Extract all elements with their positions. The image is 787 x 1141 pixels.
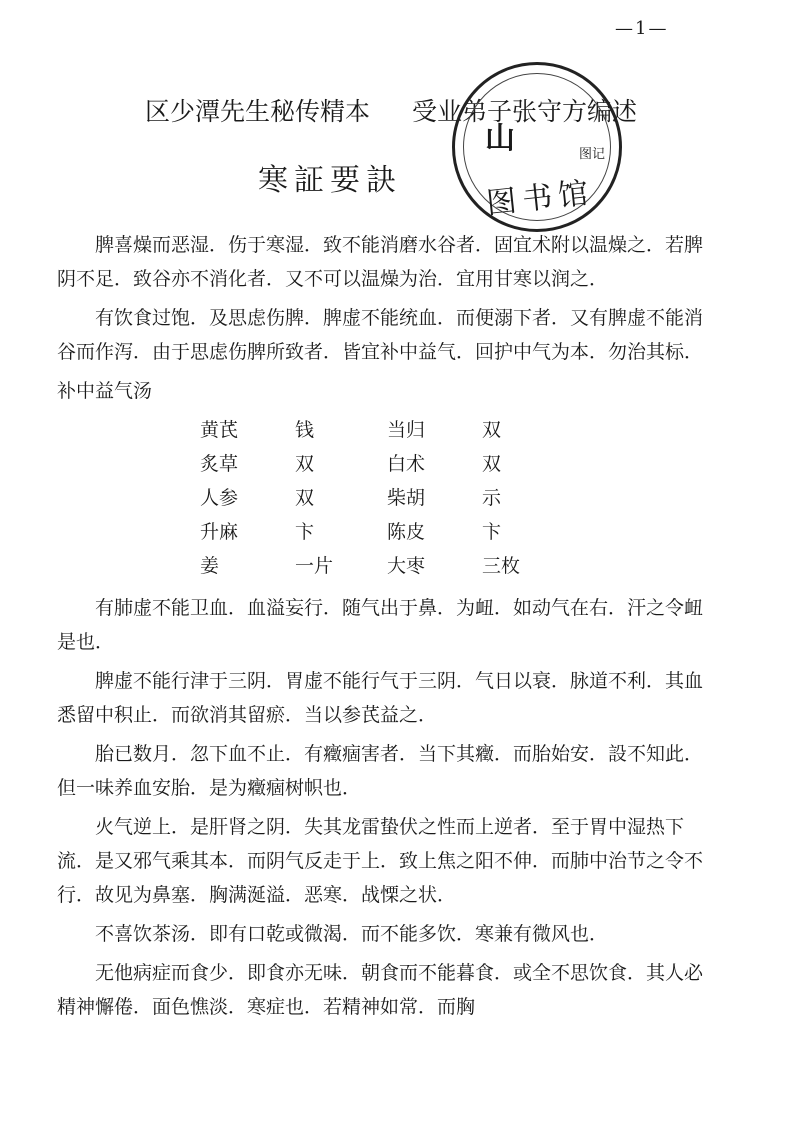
- ingredient-herb: 陈皮: [387, 521, 426, 543]
- ingredient-amount: 卞: [295, 521, 315, 543]
- ingredient-amount: 一片: [295, 555, 334, 577]
- paragraph: 火气逆上．是肝肾之阴．失其龙雷蛰伏之性而上逆者．至于胃中湿热下流．是又邪气乘其本．而阴气反走于上．致上焦之阳不伸．而肺中治节之令不行．故见为鼻塞．胸满涎溢．恶寒．战慄之状．: [57, 816, 704, 906]
- paragraph: 脾喜燥而恶湿．伤于寒湿．致不能消磨水谷者．固宜术附以温燥之．若脾阴不足．致谷亦不消化者．又不可以温燥为治．宜用甘寒以润之．: [57, 234, 704, 290]
- page-title: 寒証要訣: [258, 163, 402, 198]
- ingredient-herb: 人参: [200, 487, 239, 509]
- ingredient-herb: 姜: [200, 555, 220, 577]
- ingredient-herb: 升麻: [200, 521, 239, 543]
- page-number: —1—: [615, 18, 669, 39]
- body-text: [57, 228, 717, 1029]
- ingredient-herb: 炙草: [200, 453, 239, 475]
- ingredient-herb: 当归: [387, 419, 426, 441]
- ingredient-amount: 双: [295, 453, 315, 475]
- formula-ingredients: [200, 413, 717, 583]
- paragraph: 不喜饮茶汤．即有口乾或微渴．而不能多饮．寒兼有微风也．: [95, 923, 609, 945]
- paragraph: 无他病症而食少．即食亦无味．朝食而不能暮食．或全不思饮食．其人必精神懈倦．面色憔淡．寒症也．若精神如常．而胸: [57, 962, 704, 1018]
- paragraph: 有肺虚不能卫血．血溢妄行．随气出于鼻．为衄．如动气在右．汗之令衄是也．: [57, 597, 704, 653]
- stamp-side-text: 图记: [579, 147, 606, 162]
- ingredient-amount: 双: [295, 487, 315, 509]
- ingredient-amount: 卞: [482, 521, 502, 543]
- ingredient-herb: 大枣: [387, 555, 426, 577]
- ingredient-amount: 双: [482, 419, 502, 441]
- header-left: 区少潭先生秘传精本: [145, 97, 371, 126]
- formula-name: 补中益气汤: [57, 380, 153, 402]
- stamp-top-text: 山: [485, 121, 515, 156]
- ingredient-amount: 示: [482, 487, 502, 509]
- ingredient-amount: 钱: [295, 419, 315, 441]
- library-stamp: [452, 62, 622, 232]
- ingredient-herb: 黄芪: [200, 419, 239, 441]
- ingredient-herb: 白术: [387, 453, 426, 475]
- paragraph: 脾虚不能行津于三阴．胃虚不能行气于三阴．气日以衰．脉道不利．其血悉留中积止．而欲消其留瘀．当以参芪益之．: [57, 670, 704, 726]
- paragraph: 有饮食过饱．及思虑伤脾．脾虚不能统血．而便溺下者．又有脾虚不能消谷而作泻．由于思虑伤脾所致者．皆宜补中益气．回护中气为本．勿治其标．: [57, 307, 704, 363]
- paragraph: 胎已数月．忽下血不止．有癥痼害者．当下其癥．而胎始安．設不知此．但一味养血安胎．是为癥痼树帜也．: [57, 743, 704, 799]
- ingredient-herb: 柴胡: [387, 487, 426, 509]
- stamp-bottom-text: 图书馆: [484, 175, 596, 222]
- ingredient-amount: 三枚: [482, 555, 521, 577]
- ingredient-amount: 双: [482, 453, 502, 475]
- header-right: 受业弟子张守方编述: [412, 97, 638, 126]
